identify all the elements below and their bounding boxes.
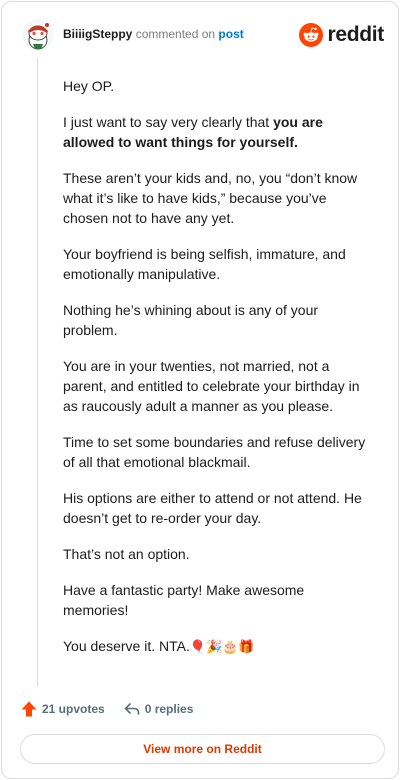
thread-line xyxy=(37,58,38,686)
commented-on-text: commented on xyxy=(135,27,216,41)
reply-arrow-icon xyxy=(123,700,141,718)
comment-header xyxy=(22,19,384,51)
upvote-button[interactable] xyxy=(20,700,105,718)
comment-paragraph: His options are either to attend or not attend. He doesn’t get to re-order your day. xyxy=(63,490,362,526)
snoo-avatar-icon xyxy=(22,19,54,51)
comment-paragraph: Time to set some boundaries and refuse delivery of all that emotional blackmail. xyxy=(63,434,366,470)
comment-paragraph: Hey OP. xyxy=(63,78,115,94)
upvote-arrow-icon xyxy=(20,700,38,718)
reddit-logo[interactable] xyxy=(299,22,384,48)
comment-paragraph: You are in your twenties, not married, not a parent, and entitled to celebrate your birthday in as raucously adult a manner as you please. xyxy=(63,358,360,414)
reddit-wordmark: reddit xyxy=(327,23,384,46)
party-emojis: 🎈🎉🎂🎁 xyxy=(189,640,255,655)
view-more-on-reddit-button[interactable]: View more on Reddit xyxy=(20,734,385,764)
reply-button[interactable] xyxy=(123,700,194,718)
comment-byline xyxy=(63,27,244,41)
comment-actions xyxy=(20,699,211,719)
comment-paragraph: I just want to say very clearly that you are allowed to want things for yourself. xyxy=(63,114,323,150)
comment-paragraph: Have a fantastic party! Make awesome memories! xyxy=(63,582,305,618)
username-link[interactable]: BiiiigSteppy xyxy=(63,27,133,41)
user-avatar[interactable] xyxy=(22,19,54,51)
comment-paragraph: That’s not an option. xyxy=(63,546,190,562)
reply-count: 0 replies xyxy=(144,702,194,716)
reddit-snoo-icon xyxy=(299,23,323,47)
comment-body xyxy=(63,76,373,674)
bold-emphasis: you are allowed to want things for yourself. xyxy=(63,114,323,150)
comment-embed-card xyxy=(1,1,399,779)
comment-paragraph: Nothing he’s whining about is any of your problem. xyxy=(63,302,319,338)
comment-paragraph: These aren’t your kids and, no, you “don’t know what it’s like to have kids,” because you’ve chosen not to have any yet. xyxy=(63,170,358,226)
upvote-count: 21 upvotes xyxy=(42,702,105,716)
comment-paragraph: Your boyfriend is being selfish, immature, and emotionally manipulative. xyxy=(63,246,346,282)
comment-paragraph: You deserve it. NTA.🎈🎉🎂🎁 xyxy=(63,638,255,655)
post-link[interactable]: post xyxy=(218,27,244,41)
